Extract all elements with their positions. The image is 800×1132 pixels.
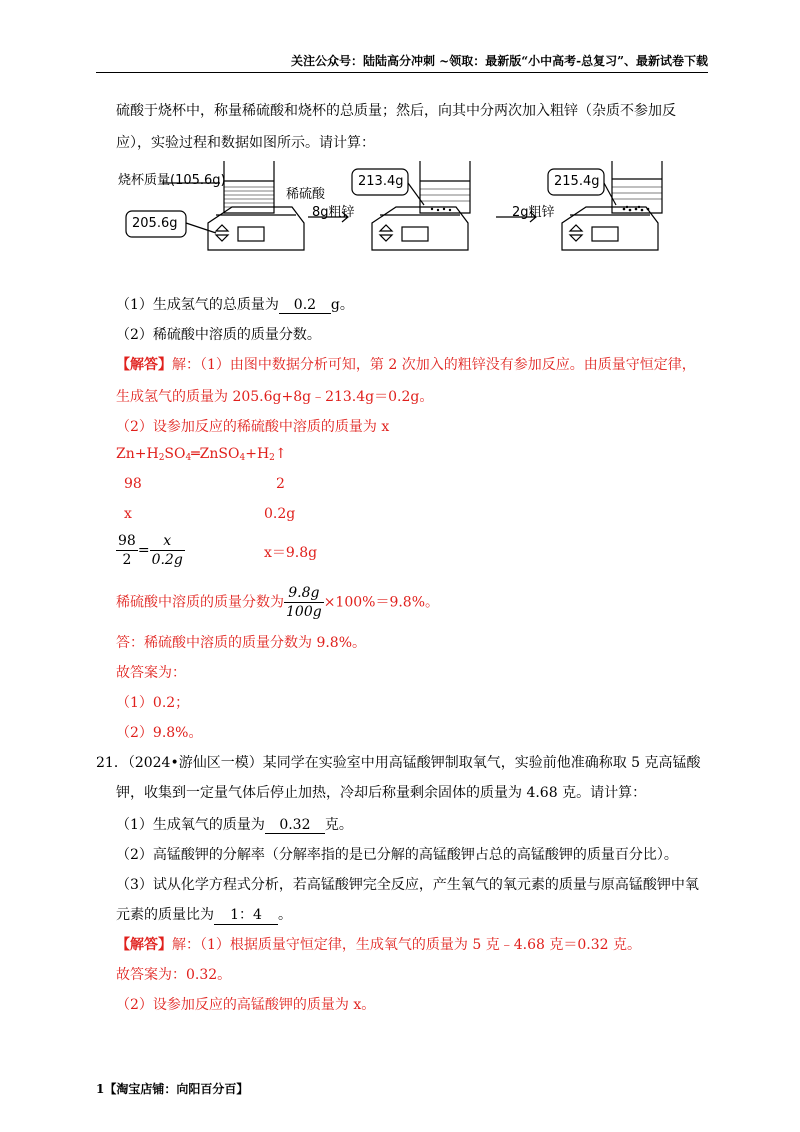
- q21-part2: （2）高锰酸钾的分解率（分解率指的是已分解的高锰酸钾占总的高锰酸钾的质量百分比）。: [116, 847, 678, 863]
- acid-label: 稀硫酸: [286, 187, 326, 202]
- q20-solution-line-2: 生成氢气的质量为 205.6g+8g﹣213.4g＝0.2g。: [116, 389, 434, 405]
- q21-solution-line-1: 【解答】解：（1）根据质量守恒定律，生成氧气的质量为 5 克﹣4.68 克＝0.32 克。: [116, 937, 641, 953]
- q20-final-2: （2）9.8%。: [116, 725, 203, 741]
- q21-answer-3: 1：4: [214, 904, 278, 925]
- q20-solution-line-3: （2）设参加反应的稀硫酸中溶质的质量为 x: [116, 419, 390, 435]
- h2-mass: 0.2g: [264, 506, 296, 522]
- q20-part1: （1）生成氢气的总质量为 0.2 g。: [116, 297, 354, 313]
- step2-label: 2g粗锌: [512, 205, 555, 220]
- beaker-2: [420, 161, 470, 213]
- scale-1-display: [238, 227, 264, 241]
- page-footer: 1【淘宝店铺：向阳百分百】: [96, 1082, 249, 1096]
- scale-1-arrows: [216, 225, 228, 241]
- readout-2: 213.4g: [358, 174, 404, 189]
- q21-part3: （3）试从化学方程式分析，若高锰酸钾完全反应，产生氧气的氧元素的质量与原高锰酸钾中氧: [116, 877, 699, 893]
- q21-answer-1: 0.32: [265, 817, 325, 834]
- intro-line-2: 应），实验过程和数据如图所示。请计算：: [116, 135, 375, 151]
- q20-final-label: 故答案为：: [116, 665, 186, 681]
- molar-mass-h2: 2: [276, 476, 285, 492]
- q20-solution-line-1: 【解答】解：（1）由图中数据分析可知，第 2 次加入的粗锌没有参加反应。由质量守恒定律，: [116, 357, 696, 373]
- q21-part3-cont: 元素的质量比为 1：4 。: [116, 904, 292, 925]
- q20-answer-statement: 答：稀硫酸中溶质的质量分数为 9.8%。: [116, 635, 367, 651]
- q20-answer-1: 0.2: [279, 297, 331, 314]
- mass-fraction-line: 稀硫酸中溶质的质量分数为 $\frac{9.8g}{100g}$ ×100%＝9.8%。: [116, 585, 440, 620]
- molar-mass-acid: 98: [124, 476, 142, 492]
- x-result: x＝9.8g: [264, 545, 318, 561]
- step1-label: 8g粗锌: [312, 205, 355, 220]
- page-header: 关注公众号：陆陆高分冲刺 ~领取：最新版“小中高考-总复习”、最新试卷下载: [290, 54, 708, 68]
- q21-stem-line-1: 21．（2024•游仙区一模）某同学在实验室中用高锰酸钾制取氧气，实验前他准确称取 5 克高锰酸: [96, 755, 701, 771]
- unknown-x: x: [124, 506, 132, 522]
- beaker-mass-label: 烧杯质量(105.6g): [118, 173, 226, 188]
- intro-line-1: 硫酸于烧杯中，称量稀硫酸和烧杯的总质量；然后，向其中分两次加入粗锌（杂质不参加反: [116, 103, 676, 119]
- q21-stem-line-2: 钾，收集到一定量气体后停止加热，冷却后称量剩余固体的质量为 4.68 克。请计算：: [116, 785, 647, 801]
- q21-solution-line-2: 故答案为：0.32。: [116, 967, 232, 983]
- q21-part1: （1）生成氧气的质量为 0.32 克。: [116, 817, 353, 833]
- chemical-equation: $Zn+H_2SO_4═ZnSO_4+H_2↑$: [116, 446, 287, 463]
- q20-final-1: （1）0.2；: [116, 695, 190, 711]
- proportion: $\frac{98}{2}$ = $\frac{x}{0.2g}$: [118, 533, 183, 568]
- readout-3: 215.4g: [554, 174, 600, 189]
- q21-solution-line-3: （2）设参加反应的高锰酸钾的质量为 x。: [116, 997, 376, 1013]
- header-rule: [96, 72, 708, 73]
- q20-part2: （2）稀硫酸中溶质的质量分数。: [116, 327, 321, 343]
- readout-1: 205.6g: [132, 216, 178, 231]
